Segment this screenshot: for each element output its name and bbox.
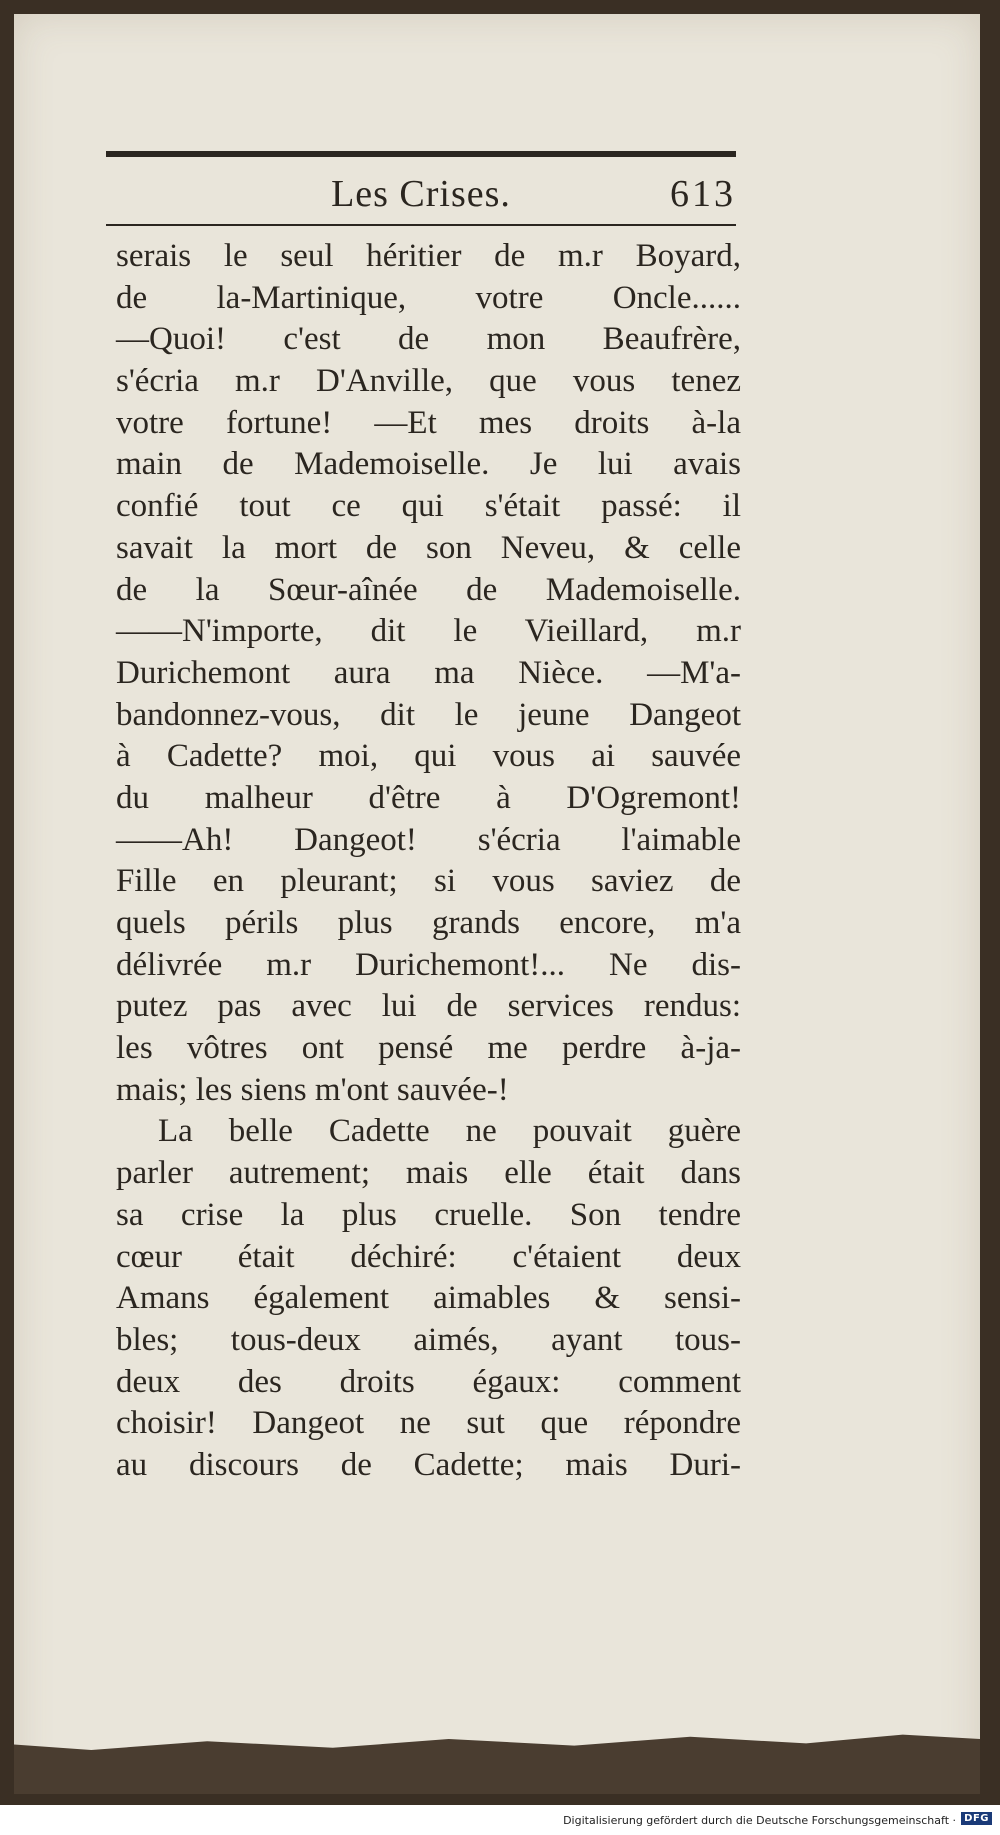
- torn-page-edge: [14, 1684, 980, 1794]
- text-line: main de Mademoiselle. Je lui avais: [116, 446, 741, 483]
- footer-credit: Digitalisierung gefördert durch die Deutsche Forschungsgemeinschaft ·: [563, 1814, 956, 1827]
- text-line: de la Sœur-aînée de Mademoiselle.: [116, 571, 741, 608]
- dfg-logo: DFG: [961, 1812, 992, 1825]
- text-line: —Quoi! c'est de mon Beaufrère,: [116, 321, 741, 358]
- text-line: Amans également aimables & sensi-: [116, 1280, 741, 1317]
- text-line: du malheur d'être à D'Ogremont!: [116, 779, 741, 816]
- text-line: délivrée m.r Durichemont!... Ne dis-: [116, 946, 741, 983]
- text-line: au discours de Cadette; mais Duri-: [116, 1446, 741, 1483]
- paragraph-first-line: La belle Cadette ne pouvait guère: [158, 1113, 741, 1150]
- text-line: serais le seul héritier de m.r Boyard,: [116, 238, 741, 274]
- book-page: [14, 14, 980, 1794]
- text-line: deux des droits égaux: comment: [116, 1363, 741, 1400]
- text-line: bandonnez-vous, dit le jeune Dangeot: [116, 696, 741, 733]
- page-number: 613: [670, 173, 736, 215]
- text-line: s'écria m.r D'Anville, que vous tenez: [116, 363, 741, 400]
- text-line: à Cadette? moi, qui vous ai sauvée: [116, 738, 741, 775]
- text-line: cœur était déchiré: c'étaient deux: [116, 1238, 741, 1275]
- top-rule: [106, 151, 736, 157]
- body-text: [116, 236, 741, 1487]
- text-line: de la-Martinique, votre Oncle......: [116, 279, 741, 316]
- text-line: Fille en pleurant; si vous saviez de: [116, 863, 741, 900]
- text-line: parler autrement; mais elle était dans: [116, 1155, 741, 1192]
- text-line: choisir! Dangeot ne sut que répondre: [116, 1405, 741, 1442]
- text-line: putez pas avec lui de services rendus:: [116, 988, 741, 1025]
- text-line: sa crise la plus cruelle. Son tendre: [116, 1196, 741, 1233]
- text-line: ——Ah! Dangeot! s'écria l'aimable: [116, 821, 741, 858]
- text-line: quels périls plus grands encore, m'a: [116, 905, 741, 941]
- text-line: mais; les siens m'ont sauvée-!: [116, 1071, 509, 1108]
- running-head: [106, 172, 736, 220]
- text-line: Durichemont aura ma Nièce. —M'a-: [116, 654, 741, 691]
- text-line: savait la mort de son Neveu, & celle: [116, 529, 741, 566]
- text-line: les vôtres ont pensé me perdre à-ja-: [116, 1030, 741, 1067]
- digitization-footer: [0, 1805, 1000, 1835]
- running-title: Les Crises.: [331, 173, 511, 215]
- text-line: votre fortune! —Et mes droits à-la: [116, 404, 741, 441]
- header-rule: [106, 224, 736, 226]
- text-line: confié tout ce qui s'était passé: il: [116, 488, 741, 525]
- text-line: ——N'importe, dit le Vieillard, m.r: [116, 613, 741, 650]
- text-line: bles; tous-deux aimés, ayant tous-: [116, 1321, 741, 1358]
